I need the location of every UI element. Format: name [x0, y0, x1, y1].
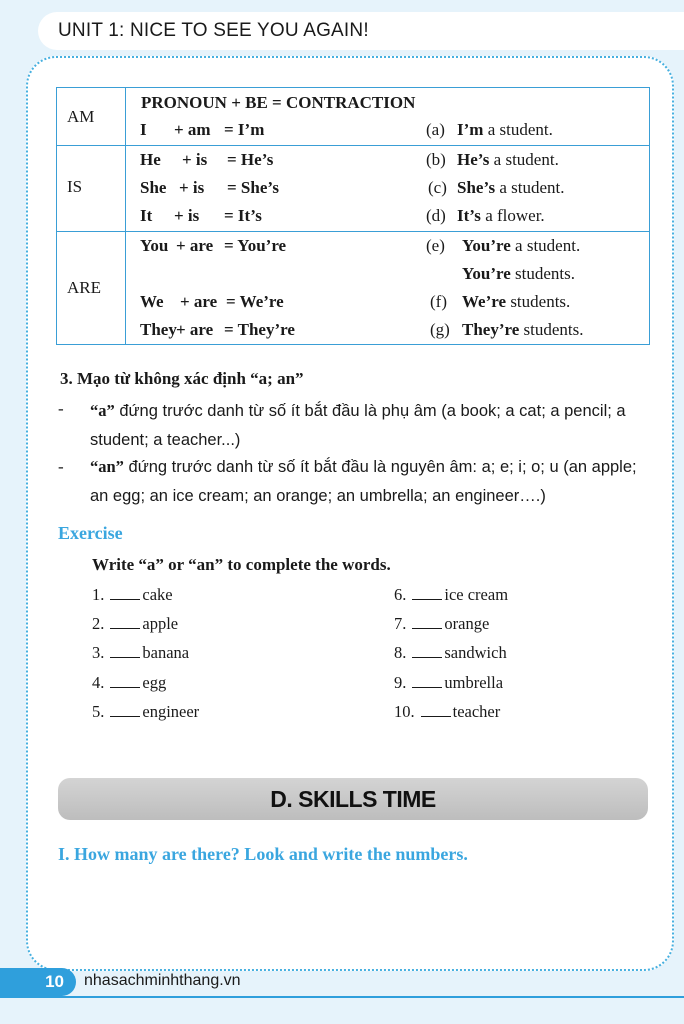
exercise-item: 6. ice cream [394, 585, 509, 604]
unit-header [38, 12, 684, 50]
be-verb: + is [179, 178, 205, 197]
pronoun: They [140, 320, 177, 339]
contraction: = I’m [224, 120, 265, 139]
group-label-am: AM [67, 107, 95, 126]
answer-blank[interactable] [110, 628, 140, 629]
contraction: = It’s [224, 206, 262, 225]
example-letter: (b) [426, 150, 446, 169]
example-sentence: You’re a student. [462, 236, 581, 255]
exercise-item: 1. cake [92, 585, 173, 604]
example-sentence: She’s a student. [457, 178, 565, 197]
bullet-an: “an” đứng trước danh từ số ít bắt đầu là nguyên âm: a; e; i; o; u (an apple; an egg; an ice cream; an orange; an umbrella; an engineer….) [90, 457, 637, 505]
be-verb: + is [182, 150, 208, 169]
be-verb: + is [174, 206, 200, 225]
example-letter: (a) [426, 120, 445, 139]
example-sentence: We’re students. [462, 292, 571, 311]
pronoun: I [140, 120, 147, 139]
example-sentence: I’m a student. [457, 120, 553, 139]
skills-banner [58, 778, 648, 820]
be-verb: + are [180, 292, 218, 311]
contraction: = He’s [227, 150, 274, 169]
page-number-badge [0, 968, 76, 996]
bullet-dash: - [58, 457, 64, 476]
exercise-item: 4. egg [92, 673, 167, 692]
example-sentence: You’re students. [462, 264, 576, 283]
unit-title: UNIT 1: NICE TO SEE YOU AGAIN! [58, 20, 369, 41]
skills-question: I. How many are there? Look and write the numbers. [58, 844, 468, 864]
answer-blank[interactable] [110, 716, 140, 717]
pronoun: It [140, 206, 153, 225]
exercise-instruction: Write “a” or “an” to complete the words. [92, 555, 391, 574]
example-sentence: He’s a student. [457, 150, 559, 169]
contraction: = She’s [227, 178, 280, 197]
be-verb: + am [174, 120, 211, 139]
exercise-item: 5. engineer [92, 702, 200, 721]
pronoun: You [140, 236, 169, 255]
example-sentence: It’s a flower. [457, 206, 545, 225]
contraction: = They’re [224, 320, 295, 339]
contraction: = We’re [226, 292, 284, 311]
pronoun: She [140, 178, 167, 197]
exercise-item: 9. umbrella [394, 673, 504, 692]
example-letter: (f) [430, 292, 447, 311]
exercise-item: 8. sandwich [394, 643, 507, 662]
answer-blank[interactable] [412, 628, 442, 629]
bullet-dash: - [58, 399, 64, 418]
example-letter: (d) [426, 206, 446, 225]
table-row-divider [57, 231, 649, 232]
pronoun: We [140, 292, 164, 311]
answer-blank[interactable] [412, 599, 442, 600]
pronoun: He [140, 150, 161, 169]
answer-blank[interactable] [412, 687, 442, 688]
footer-rule [0, 996, 684, 998]
be-verb: + are [176, 236, 214, 255]
footer-website: nhasachminhthang.vn [84, 972, 241, 989]
example-letter: (g) [430, 320, 450, 339]
example-letter: (c) [428, 178, 447, 197]
exercise-item: 3. banana [92, 643, 190, 662]
table-row-divider [57, 145, 649, 146]
exercise-item: 2. apple [92, 614, 179, 633]
page-number: 10 [45, 972, 64, 991]
example-letter: (e) [426, 236, 445, 255]
section-3-title: 3. Mạo từ không xác định “a; an” [60, 369, 304, 388]
exercise-heading: Exercise [58, 523, 123, 543]
group-label-are: ARE [67, 278, 101, 297]
be-verb: + are [176, 320, 214, 339]
skills-title: D. SKILLS TIME [270, 785, 436, 812]
group-label-is: IS [67, 177, 83, 196]
answer-blank[interactable] [110, 657, 140, 658]
example-sentence: They’re students. [462, 320, 584, 339]
exercise-item: 7. orange [394, 614, 490, 633]
bullet-a: “a” đứng trước danh từ số ít bắt đầu là phụ âm (a book; a cat; a pencil; a student; a teacher...) [90, 401, 626, 449]
table-column-divider [125, 88, 126, 344]
exercise-item: 10. teacher [394, 702, 501, 721]
answer-blank[interactable] [110, 687, 140, 688]
answer-blank[interactable] [412, 657, 442, 658]
answer-blank[interactable] [110, 599, 140, 600]
answer-blank[interactable] [421, 716, 451, 717]
contraction: = You’re [224, 236, 287, 255]
table-heading: PRONOUN + BE = CONTRACTION [141, 93, 416, 112]
